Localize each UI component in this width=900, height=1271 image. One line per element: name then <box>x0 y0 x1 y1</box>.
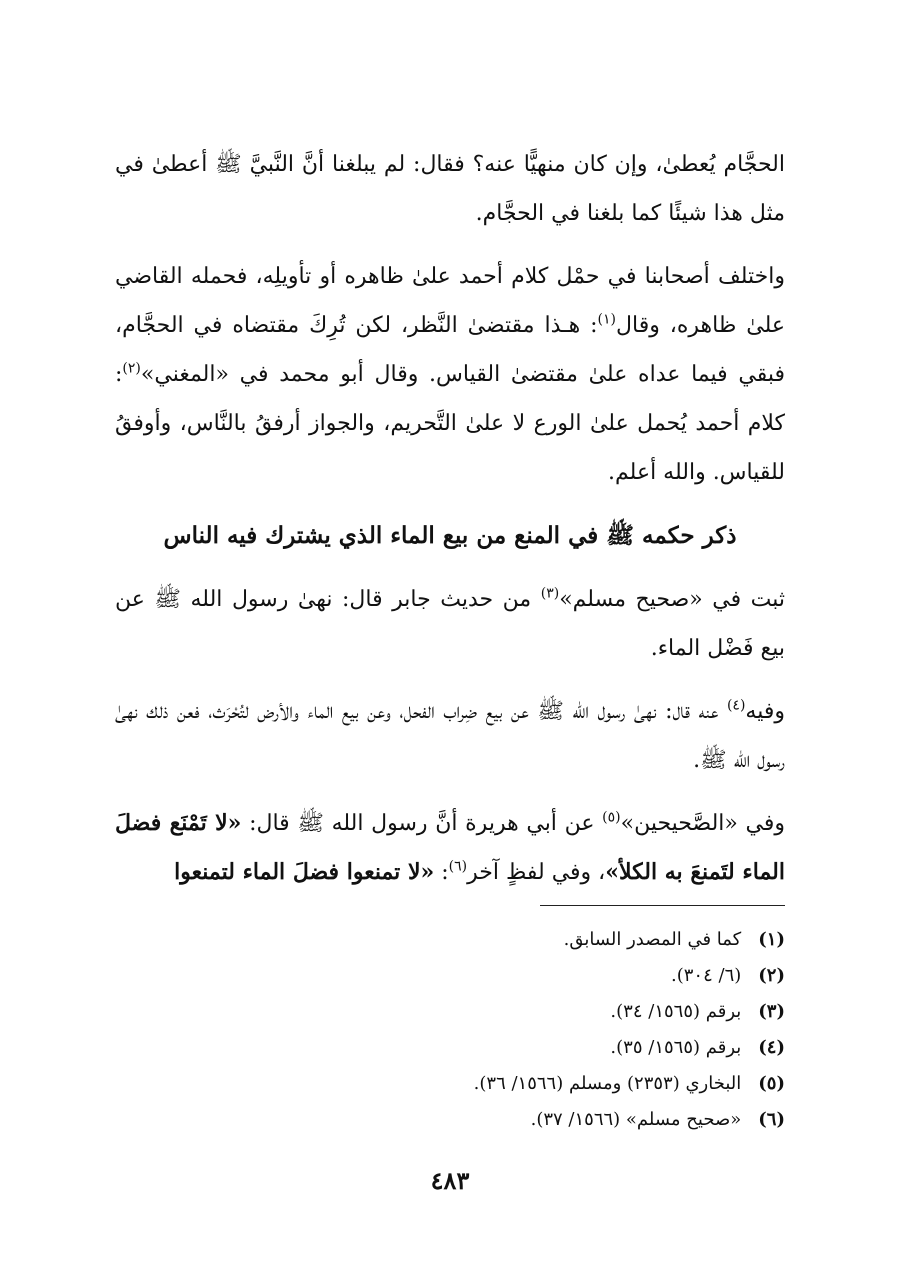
footnote <box>115 994 785 1030</box>
paragraph-text: عن أبي هريرة أنَّ رسول الله ﷺ قال: <box>241 811 603 836</box>
footnote <box>115 1066 785 1102</box>
paragraph <box>115 687 785 785</box>
paragraph-text: واختلف أصحابنا في حمْل كلام أحمد علىٰ ظاهره أو تأويلِه، فحمله القاضي علىٰ ظاهره، وقال <box>115 264 785 338</box>
hadith-quote: «لا تَمْنَع فضلَ الماء لتَمنعَ به الكلأ» <box>115 810 785 885</box>
footnote-number: (٣) <box>758 1001 785 1022</box>
footnote <box>115 922 785 958</box>
footnote-ref[interactable]: (٥) <box>602 809 621 826</box>
paragraph <box>115 799 785 897</box>
page-body <box>115 140 785 911</box>
footnote-number: (٦) <box>758 1109 785 1130</box>
page-number: ٤٨٣ <box>430 1166 470 1195</box>
footnote-text: (٦/ ٣٠٤). <box>671 965 742 986</box>
footnote-ref[interactable]: (٣) <box>540 585 560 602</box>
paragraph-text: : كلام أحمد يُحمل علىٰ الورع لا علىٰ التَّحريم، والجواز أرفقُ بالنَّاس، وأوفقُ للقياس. والله أعلم. <box>115 362 785 485</box>
footnote-number: (١) <box>758 929 785 950</box>
footnote-text: البخاري (٢٣٥٣) ومسلم (١٥٦٦/ ٣٦). <box>473 1073 742 1094</box>
paragraph <box>115 140 785 238</box>
paragraph <box>115 252 785 497</box>
hadith-quote: «لا تمنعوا فضلَ الماء لتمنعوا <box>174 859 435 885</box>
footnote-ref[interactable]: (١) <box>597 311 616 328</box>
paragraph-text: وفيه <box>745 699 785 724</box>
footnote-text: كما في المصدر السابق. <box>563 929 742 950</box>
paragraph-text: : <box>434 860 449 885</box>
paragraph-text: من حديث جابر قال: نهىٰ رسول الله ﷺ عن بيع فَضْل الماء. <box>115 587 785 661</box>
section-heading: ذكر حكمه ﷺ في المنع من بيع الماء الذي يشترك فيه الناس <box>163 522 737 549</box>
paragraph-text: ثبت في «صحيح مسلم» <box>559 587 785 612</box>
paragraph-text: ، وفي لفظٍ آخر <box>467 860 606 885</box>
footnote <box>115 1102 785 1138</box>
footnote-text: «صحيح مسلم» (١٥٦٦/ ٣٧). <box>530 1109 742 1130</box>
footnote-number: (٤) <box>758 1037 785 1058</box>
footnote-ref[interactable]: (٢) <box>122 360 141 377</box>
footnote-ref[interactable]: (٤) <box>726 697 746 714</box>
footnote-number: (٥) <box>758 1073 785 1094</box>
paragraph-text: الحجَّام يُعطىٰ، وإن كان منهيًّا عنه؟ فقال: لم يبلغنا أنَّ النَّبيَّ ﷺ أعطىٰ في مثل هذا شيئًا كما بلغنا في الحجَّام. <box>115 152 785 226</box>
footnote-number: (٢) <box>758 965 785 986</box>
footnote <box>115 958 785 994</box>
footnotes-section <box>115 922 785 1138</box>
footnote-ref[interactable]: (٦) <box>448 858 468 875</box>
footnote <box>115 1030 785 1066</box>
paragraph-text: : هـذا مقتضىٰ النَّظر، لكن تُرِكَ مقتضاه في الحجَّام، فبقي فيما عداه علىٰ مقتضىٰ القياس. وقال أبو محمد في «المغني» <box>115 313 785 387</box>
paragraph <box>115 575 785 673</box>
footnote-text: برقم (١٥٦٥/ ٣٤). <box>610 1001 742 1022</box>
footnote-divider <box>540 905 785 906</box>
paragraph-text: وفي «الصَّحيحين» <box>620 811 785 836</box>
paragraph-text: عنه قال: نهىٰ رسول الله ﷺ عن بيع ضِراب الفحل، وعن بيع الماء والأرض لتُحْرَث، فعن ذلك نهىٰ رسول الله ﷺ. <box>115 699 785 773</box>
footnote-text: برقم (١٥٦٥/ ٣٥). <box>610 1037 742 1058</box>
